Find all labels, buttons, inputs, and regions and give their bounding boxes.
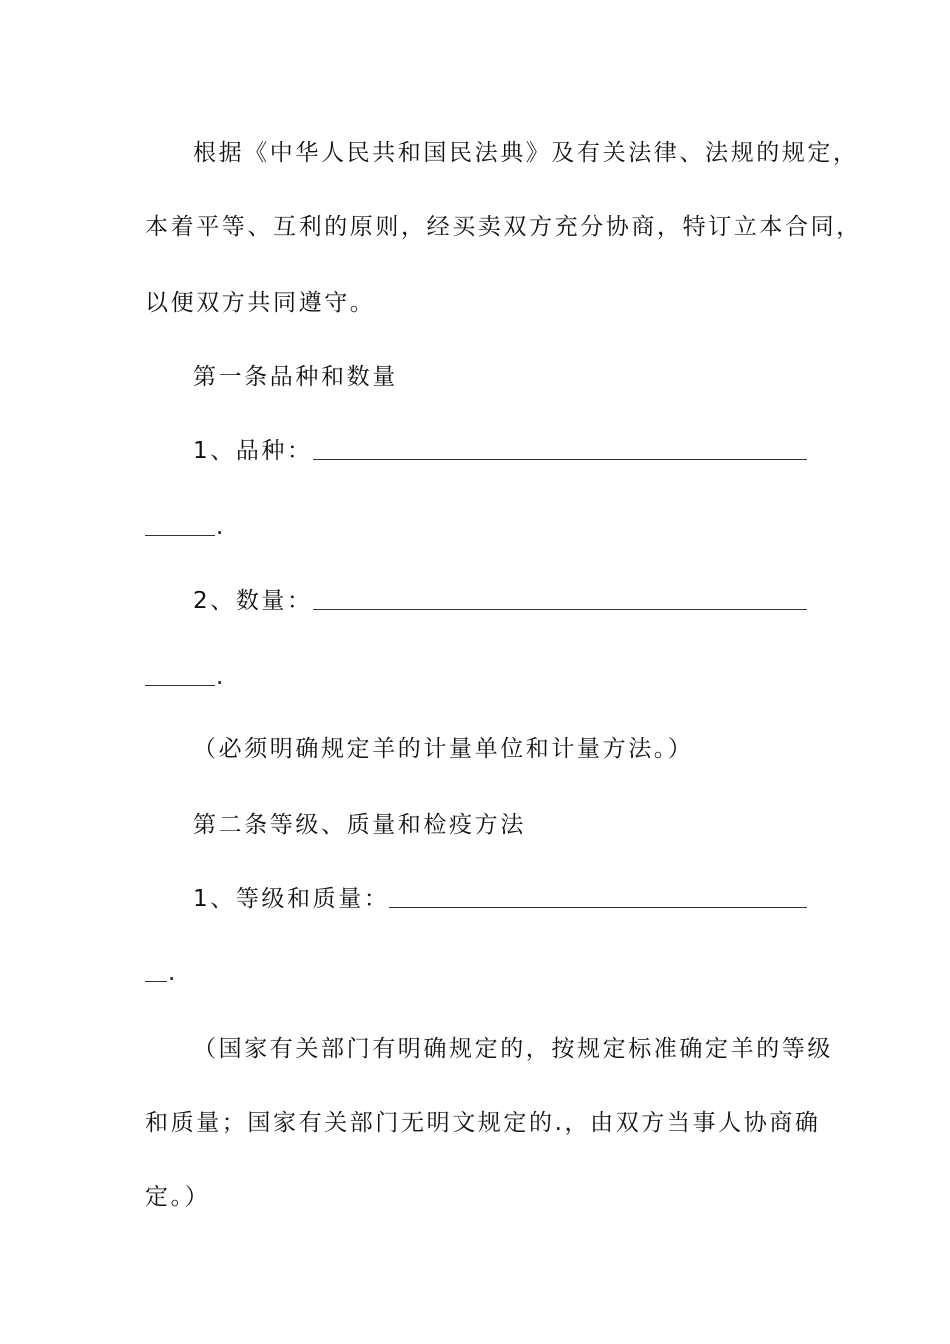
variety-label: 1、品种： xyxy=(193,438,313,464)
quantity-end-mark: . xyxy=(216,664,224,690)
variety-end-mark: . xyxy=(216,514,224,540)
article-2-heading: 第二条等级、质量和检疫方法 xyxy=(193,812,526,838)
grade-quality-blank-line xyxy=(389,906,807,908)
quantity-blank-tail xyxy=(145,661,223,693)
quantity-blank-stub xyxy=(145,684,215,686)
article-2-note-line-3: 定。） xyxy=(145,1184,211,1210)
variety-blank-stub xyxy=(145,534,215,536)
grade-quality-label: 1、等级和质量： xyxy=(193,886,390,912)
intro-line-1: 根据《中华人民共和国民法典》及有关法律、法规的规定， xyxy=(193,140,859,166)
variety-blank-line xyxy=(313,458,807,460)
quantity-field-row xyxy=(193,585,807,617)
grade-quality-blank-stub xyxy=(145,980,167,982)
article-1-note: （必须明确规定羊的计量单位和计量方法。） xyxy=(193,736,694,762)
article-1-heading: 第一条品种和数量 xyxy=(193,364,398,390)
variety-field-row xyxy=(193,435,807,467)
grade-quality-field-row xyxy=(193,883,807,915)
quantity-label: 2、数量： xyxy=(193,588,313,614)
intro-line-3: 以便双方共同遵守。 xyxy=(145,290,376,316)
grade-quality-blank-tail xyxy=(145,957,175,989)
article-2-note-line-2: 和质量；国家有关部门无明文规定的.，由双方当事人协商确 xyxy=(145,1110,821,1136)
quantity-blank-line xyxy=(313,608,807,610)
grade-quality-end-mark: . xyxy=(168,960,176,986)
article-2-note-line-1: （国家有关部门有明确规定的，按规定标准确定羊的等级 xyxy=(193,1036,833,1062)
intro-line-2: 本着平等、互利的原则，经买卖双方充分协商，特订立本合同， xyxy=(145,214,862,240)
variety-blank-tail xyxy=(145,511,223,543)
